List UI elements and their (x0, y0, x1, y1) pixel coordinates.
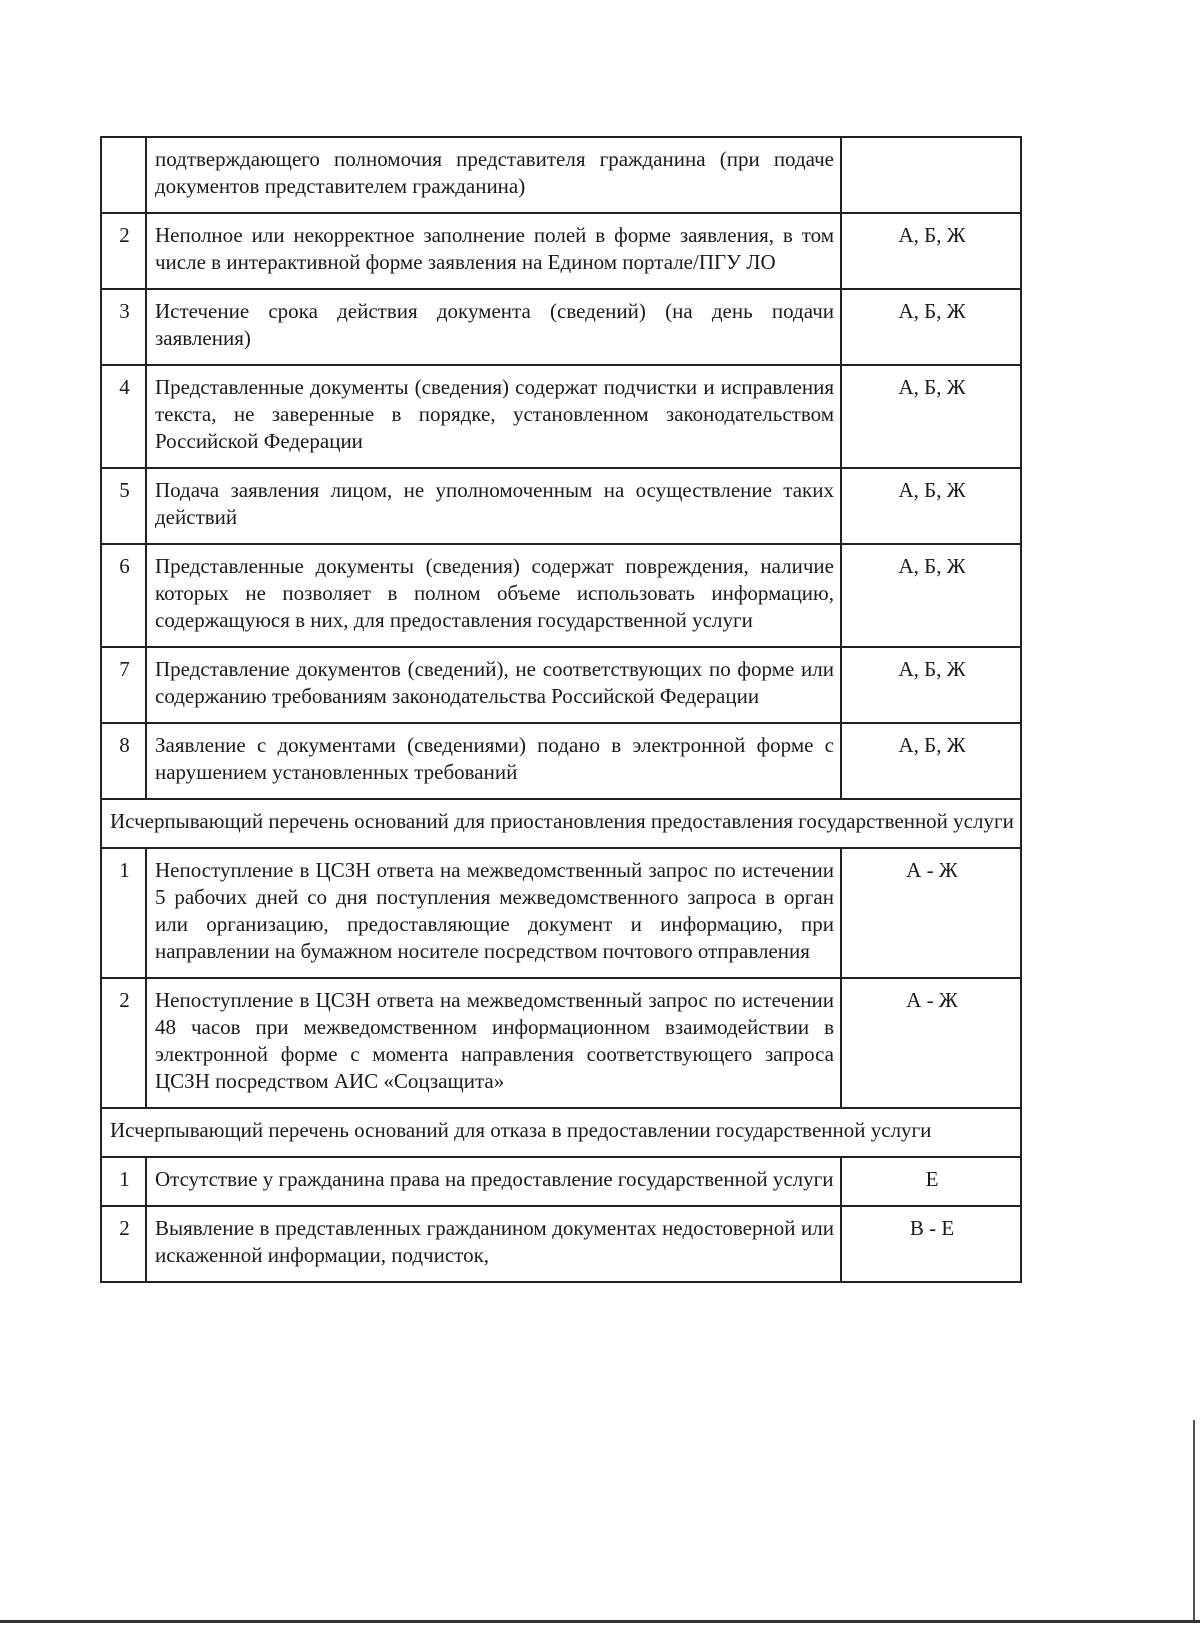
row-number: 5 (101, 468, 146, 544)
row-number: 2 (101, 1206, 146, 1282)
scan-edge-line (1193, 1420, 1195, 1620)
table-row (101, 544, 1021, 647)
row-code: А, Б, Ж (841, 647, 1021, 723)
table-row (101, 1157, 1021, 1206)
section-header-suspension (101, 799, 1021, 848)
table-row (101, 468, 1021, 544)
row-text: Подача заявления лицом, не уполномоченным на осуществление таких действий (146, 468, 841, 544)
row-number: 8 (101, 723, 146, 799)
row-text: подтверждающего полномочия представителя гражданина (при подаче документов представителем гражданина) (146, 137, 841, 213)
row-text: Непоступление в ЦСЗН ответа на межведомственный запрос по истечении 48 часов при межведомственном информационном взаимодействии в электронной форме с момента направления соответствующего запроса ЦСЗН посредством АИС «Соцзащита» (146, 978, 841, 1108)
row-code: А, Б, Ж (841, 289, 1021, 365)
row-text: Неполное или некорректное заполнение полей в форме заявления, в том числе в интерактивной форме заявления на Едином портале/ПГУ ЛО (146, 213, 841, 289)
row-number: 7 (101, 647, 146, 723)
row-code: А, Б, Ж (841, 365, 1021, 468)
table-row (101, 289, 1021, 365)
row-text: Представленные документы (сведения) содержат подчистки и исправления текста, не заверенные в порядке, установленном законодательством Российской Федерации (146, 365, 841, 468)
row-text: Отсутствие у гражданина права на предоставление государственной услуги (146, 1157, 841, 1206)
row-text: Представление документов (сведений), не соответствующих по форме или содержанию требованиям законодательства Российской Федерации (146, 647, 841, 723)
row-text: Выявление в представленных гражданином документах недостоверной или искаженной информации, подчисток, (146, 1206, 841, 1282)
row-text: Представленные документы (сведения) содержат повреждения, наличие которых не позволяет в полном объеме использовать информацию, содержащуюся в них, для предоставления государственной услуги (146, 544, 841, 647)
row-number: 2 (101, 978, 146, 1108)
table-row (101, 848, 1021, 978)
table-row (101, 213, 1021, 289)
row-number: 1 (101, 1157, 146, 1206)
row-code (841, 137, 1021, 213)
row-code: А, Б, Ж (841, 723, 1021, 799)
row-code: А, Б, Ж (841, 544, 1021, 647)
row-number: 6 (101, 544, 146, 647)
row-number: 3 (101, 289, 146, 365)
row-text: Непоступление в ЦСЗН ответа на межведомственный запрос по истечении 5 рабочих дней со дня поступления межведомственного запроса в орган или организацию, предоставляющие документ и информацию, при направлении на бумажном носителе посредством почтового отправления (146, 848, 841, 978)
table-row (101, 723, 1021, 799)
row-code: А - Ж (841, 848, 1021, 978)
table-row (101, 365, 1021, 468)
table-row (101, 137, 1021, 213)
row-number (101, 137, 146, 213)
row-code: В - Е (841, 1206, 1021, 1282)
row-code: А - Ж (841, 978, 1021, 1108)
row-text: Истечение срока действия документа (сведений) (на день подачи заявления) (146, 289, 841, 365)
row-code: А, Б, Ж (841, 213, 1021, 289)
row-number: 2 (101, 213, 146, 289)
section-title: Исчерпывающий перечень оснований для приостановления предоставления государственной услуги (101, 799, 1021, 848)
row-code: А, Б, Ж (841, 468, 1021, 544)
table-row (101, 978, 1021, 1108)
table-row (101, 647, 1021, 723)
row-code: Е (841, 1157, 1021, 1206)
row-number: 1 (101, 848, 146, 978)
scan-bottom-line (0, 1620, 1200, 1623)
grounds-table (100, 136, 1022, 1283)
section-header-refusal (101, 1108, 1021, 1157)
row-number: 4 (101, 365, 146, 468)
row-text: Заявление с документами (сведениями) подано в электронной форме с нарушением установленных требований (146, 723, 841, 799)
section-title: Исчерпывающий перечень оснований для отказа в предоставлении государственной услуги (101, 1108, 1021, 1157)
table-row (101, 1206, 1021, 1282)
